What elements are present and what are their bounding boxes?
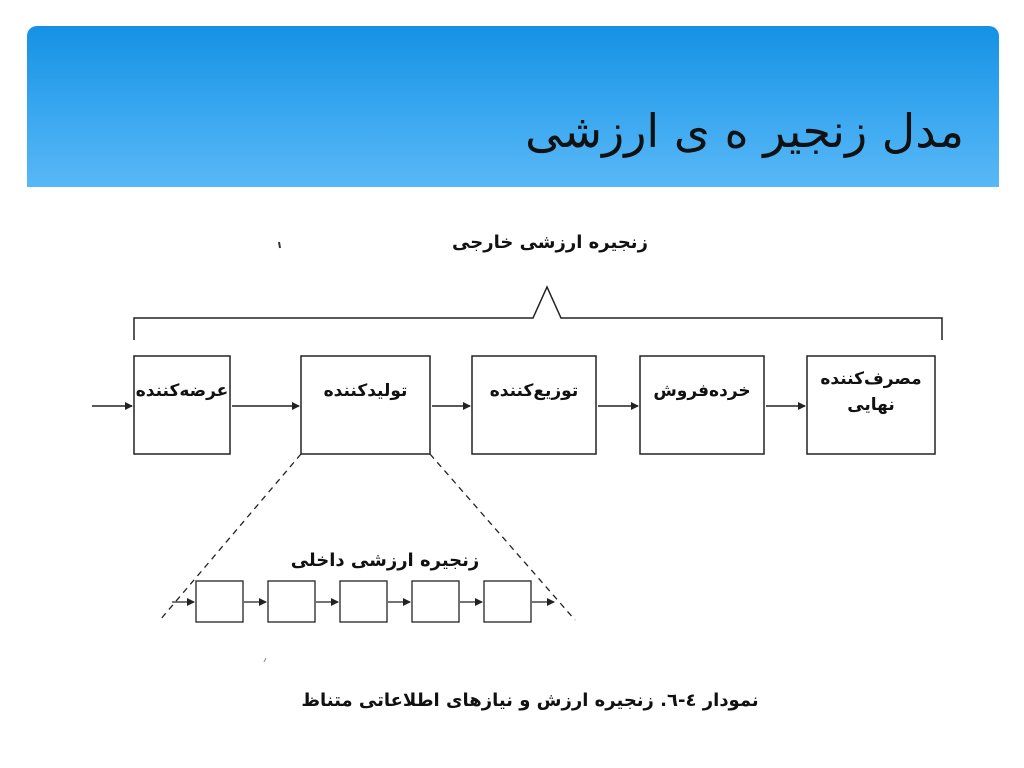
- stage-label-end-consumer: [807, 366, 935, 418]
- stage-label-line: خرده‌فروش: [653, 381, 751, 401]
- stage-box-distributor: [472, 356, 596, 454]
- stage-label-supplier: [134, 378, 230, 404]
- external-chain-brace: [134, 287, 942, 340]
- figure-caption: نمودار ٤-٦. زنجیره ارزش و نیازهای اطلاعاتی متناظ: [301, 690, 759, 711]
- stage-label-line: نهایی: [847, 395, 895, 415]
- stage-label-retailer: [640, 378, 764, 404]
- scan-mark: [264, 658, 266, 662]
- stage-box-supplier: [134, 356, 230, 454]
- scan-mark: [279, 242, 280, 248]
- stage-label-line: عرضه‌کننده: [135, 381, 229, 401]
- external-chain-label: زنجیره ارزشی خارجی: [452, 232, 648, 253]
- internal-step-box: [484, 581, 531, 622]
- internal-step-box: [268, 581, 315, 622]
- internal-step-box: [196, 581, 243, 622]
- internal-step-box: [412, 581, 459, 622]
- internal-step-box: [340, 581, 387, 622]
- stage-label-line: مصرف‌کننده: [820, 369, 922, 389]
- internal-chain-label: زنجیره ارزشی داخلی: [290, 550, 480, 571]
- stage-label-line: توزیع‌کننده: [489, 381, 579, 401]
- stage-box-retailer: [640, 356, 764, 454]
- stage-box-producer: [301, 356, 430, 454]
- stage-label-producer: [301, 378, 430, 404]
- slide-title: مدل زنجیر ه ی ارزشی: [525, 104, 964, 158]
- stage-label-distributor: [472, 378, 596, 404]
- stage-label-line: تولیدکننده: [323, 381, 408, 401]
